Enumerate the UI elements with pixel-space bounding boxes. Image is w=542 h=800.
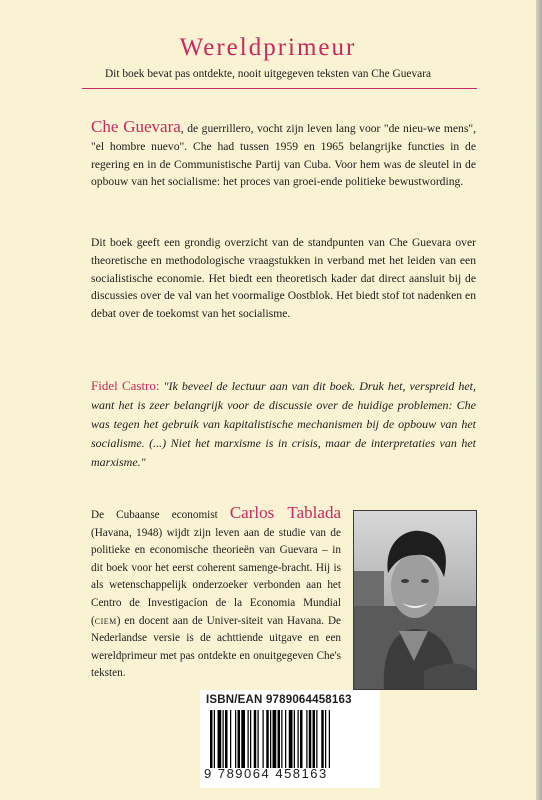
barcode-bars xyxy=(210,710,370,768)
barcode-bar xyxy=(218,710,222,768)
intro-text: , de guerrillero, vocht zijn leven lang voor "de nieu-we mens", "el hombre nuevo". Che had tussen 1959 en 1965 belangrijke functies in de regering en in de Communistische Partij van Cuba. Voor hem was de sleutel in de opbouw van het socialisme: het proces van groei-ende politieke bewustwording. xyxy=(91,122,476,189)
barcode-bar xyxy=(266,710,269,768)
isbn-barcode xyxy=(200,690,380,788)
barcode-bar xyxy=(258,710,259,768)
bio-name: Carlos Tablada xyxy=(229,503,341,522)
barcode-bar xyxy=(289,710,293,768)
barcode-bar xyxy=(223,710,224,768)
bio-prefix: De Cubaanse economist xyxy=(91,509,218,521)
barcode-bar xyxy=(250,710,251,768)
barcode-bar xyxy=(241,710,245,768)
quote-author: Fidel Castro: xyxy=(91,378,160,393)
barcode-bar xyxy=(316,710,317,768)
barcode-bar xyxy=(238,710,241,768)
overview-paragraph: Dit boek geeft een grondig overzicht van de standpunten van Che Guevara over theoretische en methodologische vraagstukken in verband met het leiden van een socialistische economie. Het biedt een theoretisch kader dat direct aansluit bij de discussies over de val van het voormalige Oostblok. Het biedt stof tot nadenken en debat over de toekomst van het socialisme. xyxy=(91,236,476,321)
barcode-bar xyxy=(329,710,330,768)
barcode-digits: 9 789064 458163 xyxy=(204,766,328,781)
barcode-bar xyxy=(325,710,326,768)
barcode-bar xyxy=(263,710,264,768)
intro-paragraph xyxy=(91,118,476,191)
barcode-bar xyxy=(306,710,307,768)
bio-text-2: ) en docent aan de Univer-siteit van Havana. De Nederlandse versie is de achttiende uitgave en een wereldprimeur met pas ontdekte en onuitgegeven Che's teksten. xyxy=(91,614,341,680)
barcode-bar xyxy=(309,710,312,768)
barcode-bar xyxy=(214,710,215,768)
bio-paragraph xyxy=(91,504,341,683)
author-portrait-photo xyxy=(353,510,477,690)
barcode-bar xyxy=(225,710,228,768)
barcode-bar xyxy=(230,710,231,768)
barcode-bar xyxy=(298,710,299,768)
barcode-bar xyxy=(294,710,295,768)
cover-headline: Wereldprimeur xyxy=(179,34,357,61)
barcode-bar xyxy=(273,710,277,768)
cover-subheadline: Dit boek bevat pas ontdekte, nooit uitgegeven teksten van Che Guevara xyxy=(104,68,432,80)
barcode-bar xyxy=(270,710,271,768)
portrait-illustration xyxy=(354,511,476,689)
isbn-label: ISBN/EAN 9789064458163 xyxy=(206,694,352,706)
quote-paragraph xyxy=(91,376,476,472)
intro-name: Che Guevara xyxy=(91,117,181,136)
barcode-bar xyxy=(235,710,236,768)
barcode-bar xyxy=(285,710,286,768)
barcode-bar xyxy=(210,710,213,768)
barcode-bar xyxy=(321,710,324,768)
header-divider xyxy=(82,88,477,89)
bio-abbreviation: CIEM xyxy=(94,616,117,626)
barcode-bar xyxy=(254,710,257,768)
page-edge xyxy=(536,0,542,800)
bio-text-1: (Havana, 1948) wijdt zijn leven aan de studie van de politieke en economische theorieën van Guevara – in dit boek voor het eerst coherent samenge-bracht. Hij is als wetenschappelijk onderzoeker verbonden aan het Centro de Investigacíon de la Economia Mundial ( xyxy=(91,526,341,627)
barcode-bar xyxy=(300,710,303,768)
barcode-bar xyxy=(278,710,281,768)
barcode-bar xyxy=(281,710,282,768)
quote-text: "Ik beveel de lectuur aan van dit boek. Druk het, verspreid het, want het is zeer belangrijk voor de discussie over de huidige problemen: Che was tegen het gebruik van kapitalistische mechanismen bij de opbouw van het socialisme. (...) Niet het marxisme is in crisis, maar de interpretaties van het marxisme." xyxy=(91,379,477,469)
barcode-bar xyxy=(248,710,249,768)
barcode-bar xyxy=(313,710,316,768)
